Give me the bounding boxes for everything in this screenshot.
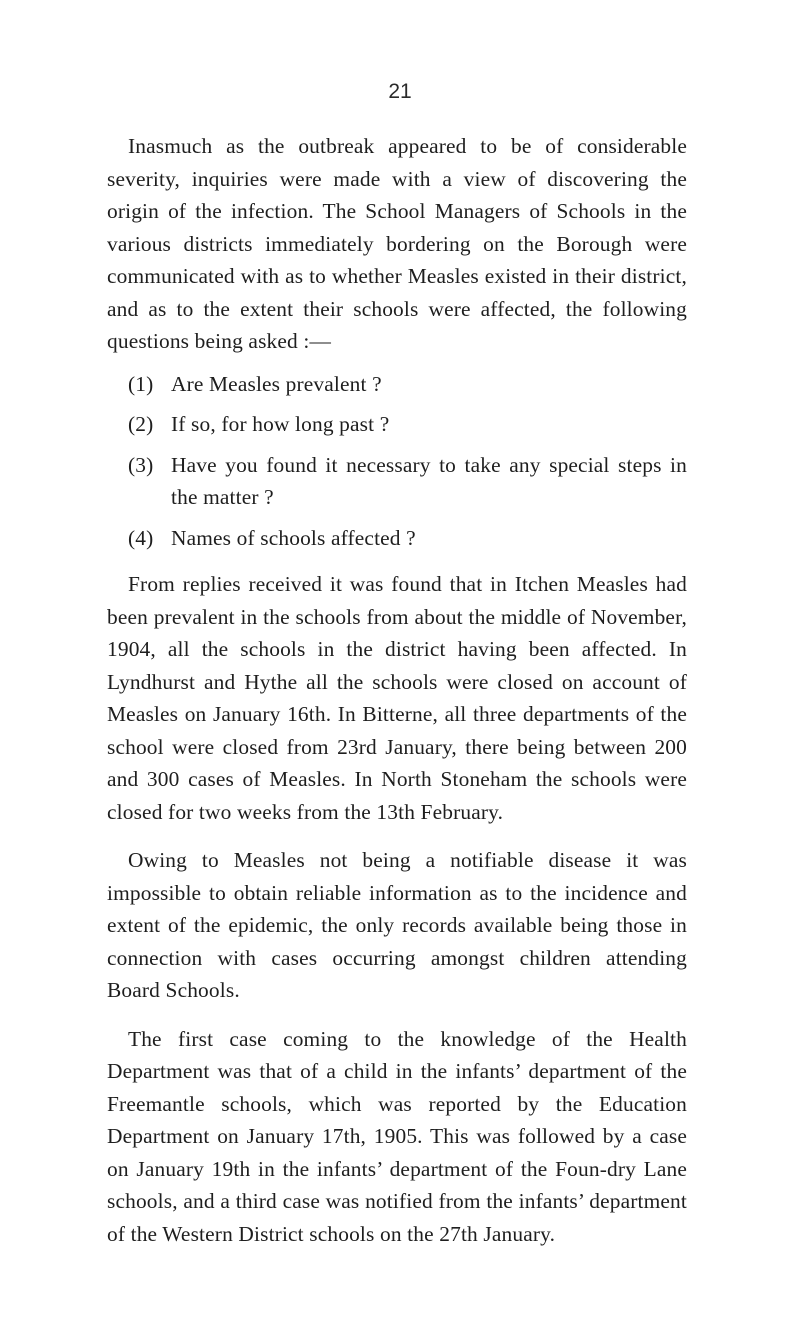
question-number: (1) — [128, 371, 154, 396]
paragraph-intro: Inasmuch as the outbreak appeared to be of considerable severity, inquiries were made with a view of discovering the origin of the infection. The School Managers of Schools in the various districts immediately bordering on the Borough were communicated with as to whether Measles existed in their district, and as to the extent their schools were affected, the following questions being asked :— — [107, 134, 687, 353]
questions-list — [107, 368, 687, 555]
question-number: (4) — [128, 525, 154, 550]
paragraph-notifiable: Owing to Measles not being a notifiable disease it was impossible to obtain reliable information as to the incidence and extent of the epidemic, the only records available being those in connection with cases occurring amongst children attending Board Schools. — [107, 848, 687, 1002]
page-number: 21 — [388, 80, 412, 103]
question-item — [107, 368, 687, 401]
question-number: (2) — [128, 412, 154, 436]
question-item — [107, 449, 687, 514]
question-text: Names of schools affected ? — [171, 525, 416, 550]
question-number: (3) — [128, 452, 154, 477]
question-item — [107, 522, 687, 555]
paragraph-replies: From replies received it was found that in Itchen Measles had been prevalent in the schools from about the middle of November, 1904, all the schools in the district having been affected. In Lyndhurst and Hythe all the schools were closed on account of Measles on January 16th. In Bitterne, all three departments of the school were closed from 23rd January, there being between 200 and 300 cases of Measles. In North Stoneham the schools were closed for two weeks from the 13th February. — [107, 572, 687, 824]
paragraph-first-case: The first case coming to the knowledge of the Health Department was that of a child in the infants’ department of the Freemantle schools, which was reported by the Education Department on January 17th, 1905. This was followed by a case on January 19th in the infants’ department of the Foun-dry Lane schools, and a third case was notified from the infants’ department of the Western District schools on the 27th January. — [107, 1026, 687, 1246]
question-item — [107, 408, 687, 441]
question-text: Are Measles prevalent ? — [171, 371, 382, 396]
question-text: If so, for how long past ? — [171, 412, 390, 436]
body-text — [107, 130, 687, 1250]
question-text: Have you found it necessary to take any special steps in the matter ? — [171, 452, 687, 509]
